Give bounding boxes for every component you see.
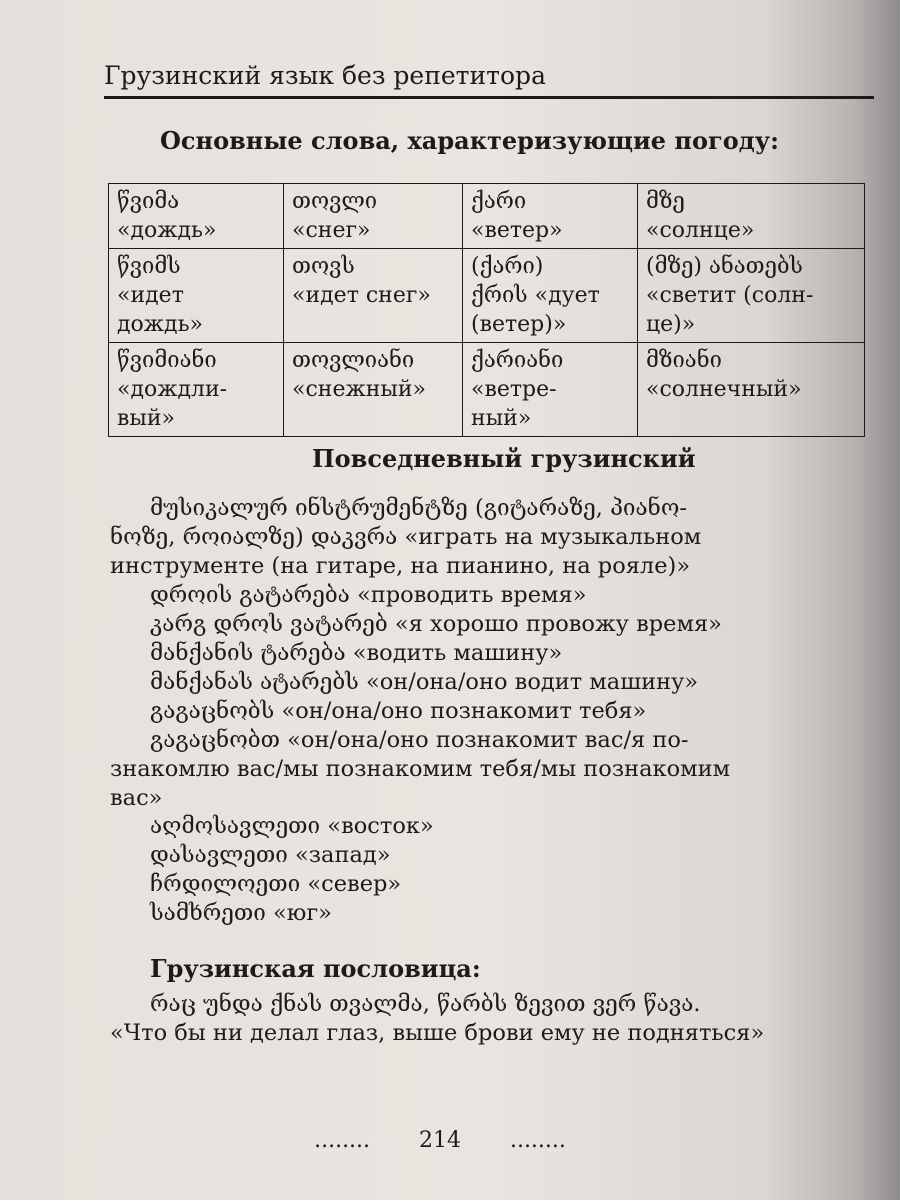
cell-russian: «дождь» bbox=[117, 218, 217, 243]
table-cell bbox=[463, 184, 638, 249]
cell-georgian: წვიმა bbox=[117, 189, 180, 214]
direction-line: სამხრეთი «юг» bbox=[150, 900, 332, 926]
table-cell bbox=[638, 184, 865, 249]
proverb-georgian: რაც უნდა ქნას თვალმა, წარბს ზევით ვერ წავა. bbox=[150, 991, 701, 1017]
cell-line: თოვლიანი bbox=[292, 348, 415, 373]
phrase-line: მუსიკალურ ინსტრუმენტზე (გიტარაზე, პიანო- bbox=[150, 495, 688, 521]
cell-line: «идет bbox=[117, 283, 184, 308]
cell-line: წვიმს bbox=[117, 254, 181, 279]
everyday-heading: Повседневный грузинский bbox=[312, 444, 696, 473]
phrase-line: вас» bbox=[110, 785, 163, 811]
running-head: Грузинский язык без репетитора bbox=[104, 60, 874, 99]
page-dots-right: ........ bbox=[509, 1128, 566, 1153]
weather-heading: Основные слова, характеризующие погоду: bbox=[160, 126, 779, 155]
cell-line: «дождли- bbox=[117, 377, 228, 402]
cell-line: «светит (солн- bbox=[646, 283, 814, 308]
everyday-phrases bbox=[110, 494, 870, 813]
table-cell bbox=[109, 249, 284, 343]
cell-line: თოვს bbox=[292, 254, 355, 279]
phrase-line: გაგაცნობთ «он/она/оно познакомит вас/я по- bbox=[150, 727, 689, 753]
table-cell bbox=[638, 249, 865, 343]
cell-line: «ветре- bbox=[471, 377, 557, 402]
phrase-line: კარგ დროს ვატარებ «я хорошо провожу время» bbox=[150, 611, 722, 637]
page-number: 214 bbox=[419, 1128, 461, 1153]
phrase-line: დროის გატარება «проводить время» bbox=[150, 582, 587, 608]
table-cell bbox=[638, 343, 865, 437]
page-dots-left: ........ bbox=[314, 1128, 371, 1153]
cell-line: дождь» bbox=[117, 312, 204, 337]
cell-georgian: თოვლი bbox=[292, 189, 378, 214]
phrase-line: ნოზე, როიალზე) დაკვრა «играть на музыкальном bbox=[110, 524, 702, 550]
table-cell bbox=[109, 343, 284, 437]
cell-line: «солнечный» bbox=[646, 377, 802, 402]
table-cell bbox=[284, 343, 463, 437]
phrase-line: знакомлю вас/мы познакомим тебя/мы познакомим bbox=[110, 756, 731, 782]
proverb bbox=[110, 990, 870, 1048]
cell-line: წვიმიანი bbox=[117, 348, 217, 373]
cell-russian: «ветер» bbox=[471, 218, 563, 243]
cell-line: ный» bbox=[471, 406, 532, 431]
cell-russian: «солнце» bbox=[646, 218, 755, 243]
weather-table bbox=[108, 183, 865, 437]
direction-line: ჩრდილოეთი «север» bbox=[150, 871, 402, 897]
cell-line: ქარიანი bbox=[471, 348, 564, 373]
cell-line: «снежный» bbox=[292, 377, 426, 402]
table-cell bbox=[284, 184, 463, 249]
proverb-heading: Грузинская пословица: bbox=[150, 954, 481, 983]
table-cell bbox=[463, 249, 638, 343]
cell-line: вый» bbox=[117, 406, 176, 431]
cell-line: ქრის «дует bbox=[471, 283, 600, 308]
cell-russian: «снег» bbox=[292, 218, 371, 243]
phrase-line: გაგაცნობს «он/она/оно познакомит тебя» bbox=[150, 698, 647, 724]
phrase-line: მანქანას ატარებს «он/она/оно водит машину» bbox=[150, 669, 699, 695]
table-row bbox=[109, 184, 865, 249]
table-row bbox=[109, 343, 865, 437]
table-cell bbox=[284, 249, 463, 343]
page-footer bbox=[0, 1128, 880, 1153]
direction-line: აღმოსავლეთი «восток» bbox=[150, 813, 434, 839]
cell-line: (ветер)» bbox=[471, 312, 567, 337]
table-cell bbox=[463, 343, 638, 437]
table-cell bbox=[109, 184, 284, 249]
cell-line: це)» bbox=[646, 312, 696, 337]
proverb-russian: «Что бы ни делал глаз, выше брови ему не подняться» bbox=[110, 1020, 765, 1046]
cell-georgian: ქარი bbox=[471, 189, 527, 214]
cell-line: (ქარი) bbox=[471, 254, 544, 279]
direction-line: დასავლეთი «запад» bbox=[150, 842, 391, 868]
phrase-line: მანქანის ტარება «водить машину» bbox=[150, 640, 563, 666]
directions-list bbox=[110, 812, 870, 928]
cell-line: «идет снег» bbox=[292, 283, 431, 308]
cell-line: (მზე) ანათებს bbox=[646, 254, 803, 279]
cell-line: მზიანი bbox=[646, 348, 722, 373]
cell-georgian: მზე bbox=[646, 189, 685, 214]
table-row bbox=[109, 249, 865, 343]
phrase-line: инструменте (на гитаре, на пианино, на рояле)» bbox=[110, 553, 691, 579]
